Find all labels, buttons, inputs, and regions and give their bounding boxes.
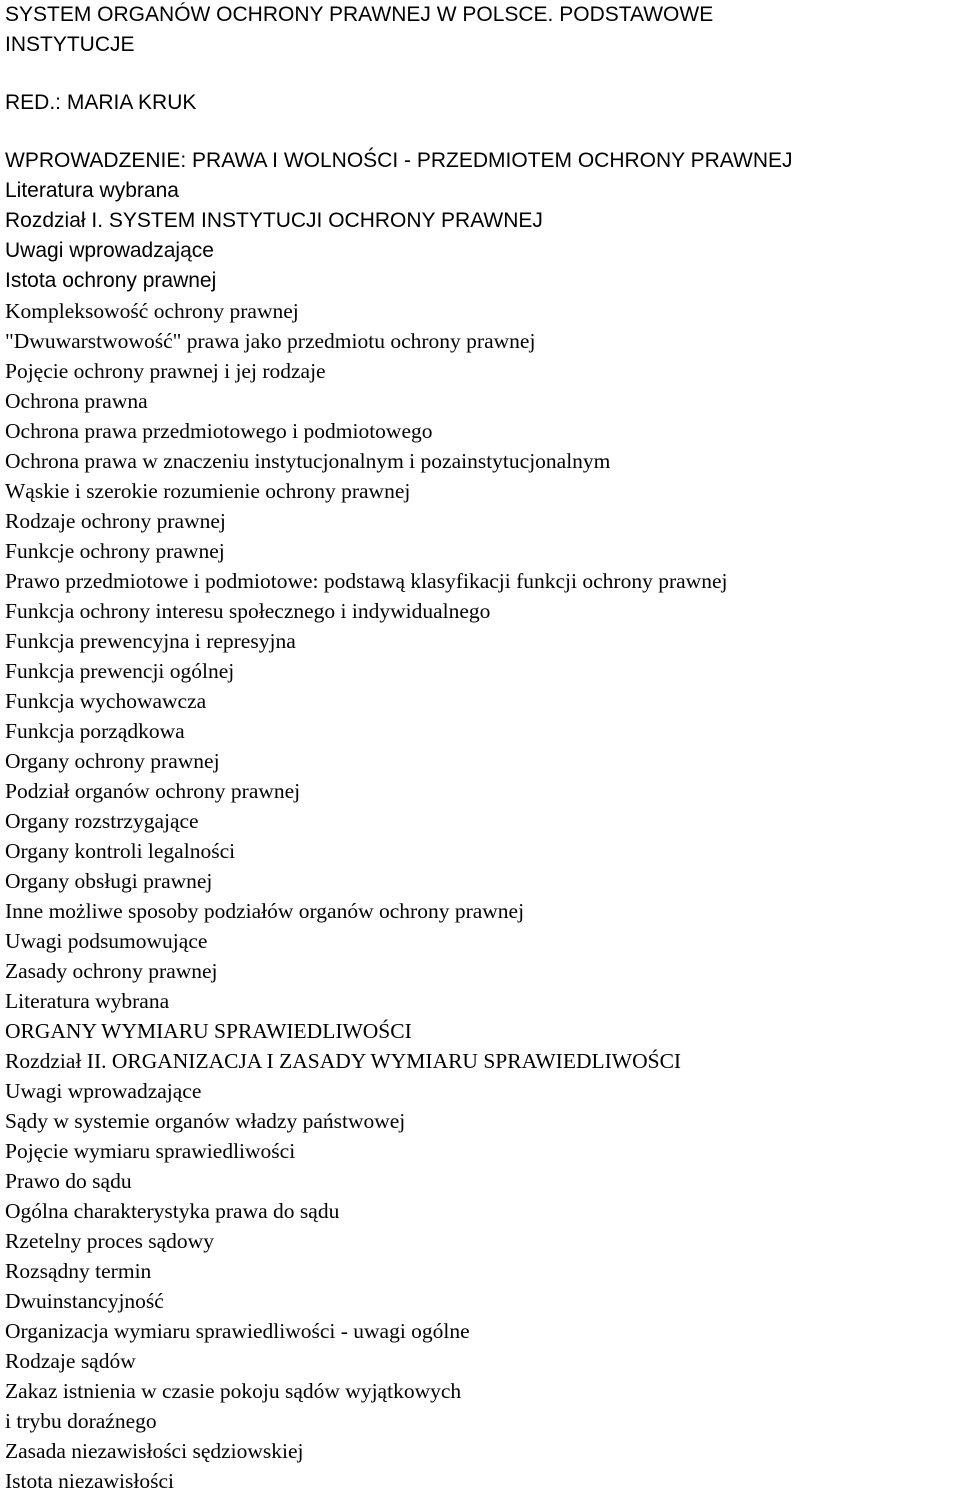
- toc-entry: Istota ochrony prawnej: [5, 269, 217, 292]
- toc-entry: Pojęcie ochrony prawnej i jej rodzaje: [5, 359, 326, 383]
- toc-entry: Ochrona prawa w znaczeniu instytucjonalnym i pozainstytucjonalnym: [5, 449, 611, 473]
- toc-entry: Rozdział I. SYSTEM INSTYTUCJI OCHRONY PRAWNEJ: [5, 209, 543, 232]
- toc-entry: Literatura wybrana: [5, 179, 179, 202]
- toc-entry: Organizacja wymiaru sprawiedliwości - uwagi ogólne: [5, 1319, 470, 1343]
- toc-entry: Funkcja porządkowa: [5, 719, 185, 743]
- toc-entry: Organy kontroli legalności: [5, 839, 236, 863]
- toc-entry: Uwagi wprowadzające: [5, 1079, 202, 1103]
- toc-entry: Funkcje ochrony prawnej: [5, 539, 225, 563]
- toc-entry: Funkcja prewencji ogólnej: [5, 659, 235, 683]
- toc-entry: i trybu doraźnego: [5, 1409, 157, 1433]
- toc-entry: Organy ochrony prawnej: [5, 749, 220, 773]
- toc-entry: Sądy w systemie organów władzy państwowej: [5, 1109, 406, 1133]
- toc-entry: Zasada niezawisłości sędziowskiej: [5, 1439, 304, 1463]
- table-of-contents: [5, 146, 955, 1496]
- document-title-line-2: INSTYTUCJE: [5, 33, 135, 56]
- toc-entry: Dwuinstancyjność: [5, 1289, 164, 1313]
- toc-entry: Funkcja ochrony interesu społecznego i indywidualnego: [5, 599, 491, 623]
- toc-entry: Podział organów ochrony prawnej: [5, 779, 301, 803]
- toc-entry: Zakaz istnienia w czasie pokoju sądów wyjątkowych: [5, 1379, 462, 1403]
- document-editor: RED.: MARIA KRUK: [5, 91, 197, 114]
- toc-entry: Istota niezawisłości: [5, 1469, 174, 1493]
- document-title-line-1: SYSTEM ORGANÓW OCHRONY PRAWNEJ W POLSCE. PODSTAWOWE: [5, 3, 714, 26]
- toc-entry: Pojęcie wymiaru sprawiedliwości: [5, 1139, 296, 1163]
- toc-entry: ORGANY WYMIARU SPRAWIEDLIWOŚCI: [5, 1019, 412, 1043]
- toc-entry: Literatura wybrana: [5, 989, 170, 1013]
- toc-entry: Rozsądny termin: [5, 1259, 152, 1283]
- toc-entry: Uwagi podsumowujące: [5, 929, 208, 953]
- toc-entry: Funkcja wychowawcza: [5, 689, 207, 713]
- toc-entry: Rozdział II. ORGANIZACJA I ZASADY WYMIARU SPRAWIEDLIWOŚCI: [5, 1049, 682, 1073]
- toc-entry: Ogólna charakterystyka prawa do sądu: [5, 1199, 340, 1223]
- toc-entry: Rodzaje ochrony prawnej: [5, 509, 226, 533]
- toc-entry: Organy rozstrzygające: [5, 809, 199, 833]
- toc-entry: "Dwuwarstwowość" prawa jako przedmiotu ochrony prawnej: [5, 329, 536, 353]
- toc-entry: Wąskie i szerokie rozumienie ochrony prawnej: [5, 479, 411, 503]
- toc-entry: Inne możliwe sposoby podziałów organów ochrony prawnej: [5, 899, 525, 923]
- toc-entry: Rzetelny proces sądowy: [5, 1229, 214, 1253]
- document-page: [5, 0, 955, 1496]
- toc-entry: Kompleksowość ochrony prawnej: [5, 299, 299, 323]
- toc-entry: Funkcja prewencyjna i represyjna: [5, 629, 296, 653]
- toc-entry: Zasady ochrony prawnej: [5, 959, 218, 983]
- toc-entry: Uwagi wprowadzające: [5, 239, 214, 262]
- spacer: [5, 60, 955, 88]
- toc-entry: Rodzaje sądów: [5, 1349, 136, 1373]
- spacer: [5, 118, 955, 146]
- toc-entry: Prawo do sądu: [5, 1169, 132, 1193]
- toc-entry: Prawo przedmiotowe i podmiotowe: podstawą klasyfikacji funkcji ochrony prawnej: [5, 569, 728, 593]
- toc-entry: Organy obsługi prawnej: [5, 869, 213, 893]
- toc-entry: WPROWADZENIE: PRAWA I WOLNOŚCI - PRZEDMIOTEM OCHRONY PRAWNEJ: [5, 149, 793, 172]
- toc-entry: Ochrona prawna: [5, 389, 148, 413]
- toc-entry: Ochrona prawa przedmiotowego i podmiotowego: [5, 419, 433, 443]
